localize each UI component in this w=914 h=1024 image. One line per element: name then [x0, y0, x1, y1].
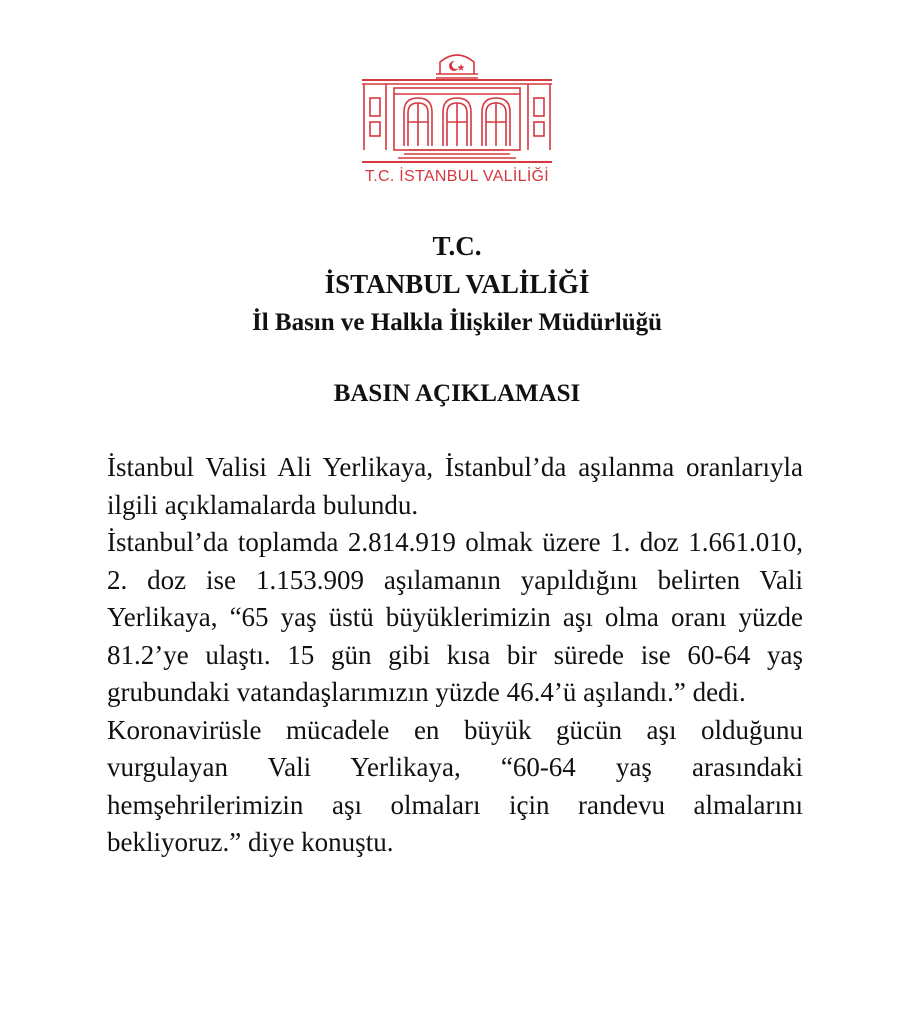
- governorship-logo: [350, 50, 564, 195]
- document-title: BASIN AÇIKLAMASI: [333, 380, 581, 407]
- logo-caption: T.C. İSTANBUL VALİLİĞİ: [364, 168, 550, 185]
- header-line-tc: T.C.: [432, 231, 482, 261]
- press-release-body: [107, 449, 803, 862]
- paragraph: Koronavirüsle mücadele en büyük gücün aşı olduğunu vurgulayan Vali Yerlikaya, “60-64 yaş arasındaki hemşehrilerimizin aşı olmaları için randevu almalarını bekliyoruz.” diye konuştu.: [107, 714, 803, 857]
- header-line-governorship: İSTANBUL VALİLİĞİ: [324, 269, 590, 299]
- paragraph: İstanbul Valisi Ali Yerlikaya, İstanbul’da aşılanma oranlarıyla ilgili açıklamalarda bulundu.: [107, 452, 803, 520]
- paragraph: İstanbul’da toplamda 2.814.919 olmak üzere 1. doz 1.661.010, 2. doz ise 1.153.909 aşılamanın yapıldığını belirten Vali Yerlikaya, “65 yaş üstü büyüklerimizin aşı olma oranı yüzde 81.2’ye ulaştı. 15 gün gibi kısa bir sürede ise 60-64 yaş grubundaki vatandaşlarımızın yüzde 46.4’ü aşılandı.” dedi.: [107, 527, 803, 707]
- governor-building-icon: [350, 50, 564, 166]
- header-line-directorate: İl Basın ve Halkla İlişkiler Müdürlüğü: [251, 309, 663, 336]
